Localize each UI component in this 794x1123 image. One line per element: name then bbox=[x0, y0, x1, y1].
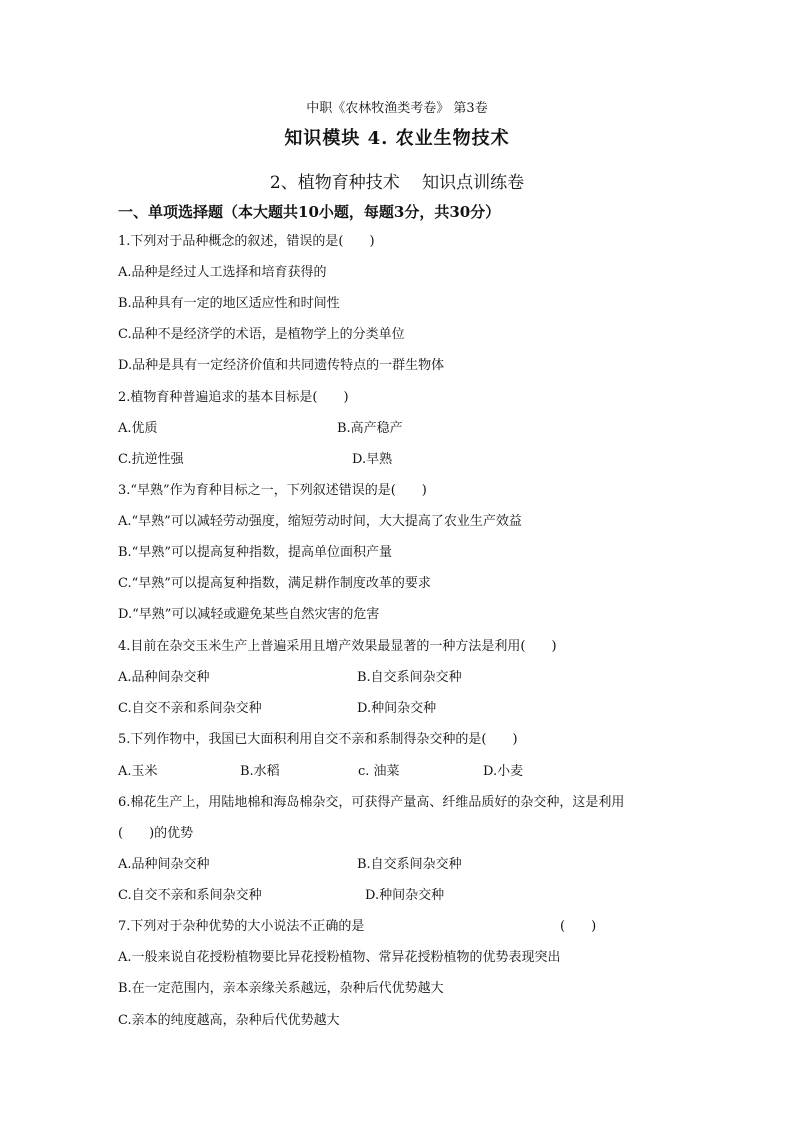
question-2-option-b: B.高产稳产 bbox=[337, 421, 403, 436]
question-7-option-a: A.一般来说自花授粉植物要比异花授粉植物、常异花授粉植物的优势表现突出 bbox=[118, 950, 561, 965]
question-1-option-b: B.品种具有一定的地区适应性和时间性 bbox=[118, 296, 340, 311]
question-7-option-c: C.亲本的纯度越高，杂种后代优势越大 bbox=[118, 1013, 340, 1028]
question-3-option-a: A.“早熟”可以减轻劳动强度，缩短劳动时间，大大提高了农业生产效益 bbox=[118, 514, 522, 529]
section-heading: 一、单项选择题（本大题共10小题，每题3分，共30分） bbox=[118, 203, 501, 221]
question-1-option-c: C.品种不是经济学的术语，是植物学上的分类单位 bbox=[118, 327, 405, 342]
question-3-option-c: C.“早熟”可以提高复种指数，满足耕作制度改革的要求 bbox=[118, 576, 431, 591]
question-5-option-d: D.小麦 bbox=[483, 764, 524, 779]
question-5-option-c: c. 油菜 bbox=[358, 764, 400, 779]
question-6-stem-continued: ( )的优势 bbox=[118, 826, 194, 841]
question-4-option-d: D.种间杂交种 bbox=[357, 701, 437, 716]
question-4-option-a: A.品种间杂交种 bbox=[118, 670, 210, 685]
question-6-option-d: D.种间杂交种 bbox=[365, 888, 445, 903]
exam-series-title: 中职《农林牧渔类考卷》 第3卷 bbox=[306, 101, 488, 116]
question-4-option-c: C.自交不亲和系间杂交种 bbox=[118, 701, 262, 716]
question-7-option-b: B.在一定范围内，亲本亲缘关系越远，杂种后代优势越大 bbox=[118, 981, 444, 996]
question-6-stem: 6.棉花生产上，用陆地棉和海岛棉杂交，可获得产量高、纤维品质好的杂交种，这是利用 bbox=[118, 795, 625, 810]
question-2-stem: 2.植物育种普遍追求的基本目标是( ) bbox=[118, 390, 349, 405]
question-6-option-c: C.自交不亲和系间杂交种 bbox=[118, 888, 262, 903]
question-2-option-c: C.抗逆性强 bbox=[118, 452, 184, 467]
question-3-option-d: D.“早熟”可以减轻或避免某些自然灾害的危害 bbox=[118, 607, 380, 622]
question-2-option-a: A.优质 bbox=[118, 421, 158, 436]
question-3-stem: 3.“早熟”作为育种目标之一，下列叙述错误的是( ) bbox=[118, 483, 427, 498]
question-5-option-a: A.玉米 bbox=[118, 764, 158, 779]
paper-subtitle: 2、植物育种技术 知识点训练卷 bbox=[269, 173, 525, 193]
question-6-option-a: A.品种间杂交种 bbox=[118, 857, 210, 872]
question-1-option-d: D.品种是具有一定经济价值和共同遗传特点的一群生物体 bbox=[118, 358, 445, 373]
module-title: 知识模块 4. 农业生物技术 bbox=[284, 128, 510, 149]
question-4-stem: 4.目前在杂交玉米生产上普遍采用且增产效果最显著的一种方法是利用( ) bbox=[118, 639, 557, 654]
question-5-stem: 5.下列作物中，我国已大面积利用自交不亲和系制得杂交种的是( ) bbox=[118, 732, 518, 747]
question-5-option-b: B.水稻 bbox=[240, 764, 280, 779]
question-4-option-b: B.自交系间杂交种 bbox=[357, 670, 462, 685]
question-2-option-d: D.早熟 bbox=[352, 452, 393, 467]
question-3-option-b: B.“早熟”可以提高复种指数，提高单位面积产量 bbox=[118, 545, 392, 560]
question-7-stem: 7.下列对于杂种优势的大小说法不正确的是 bbox=[118, 919, 365, 934]
question-6-option-b: B.自交系间杂交种 bbox=[357, 857, 462, 872]
question-7-answer-blank: ( ) bbox=[560, 919, 597, 934]
question-1-option-a: A.品种是经过人工选择和培育获得的 bbox=[118, 265, 327, 280]
question-1-stem: 1.下列对于品种概念的叙述，错误的是( ) bbox=[118, 234, 375, 249]
